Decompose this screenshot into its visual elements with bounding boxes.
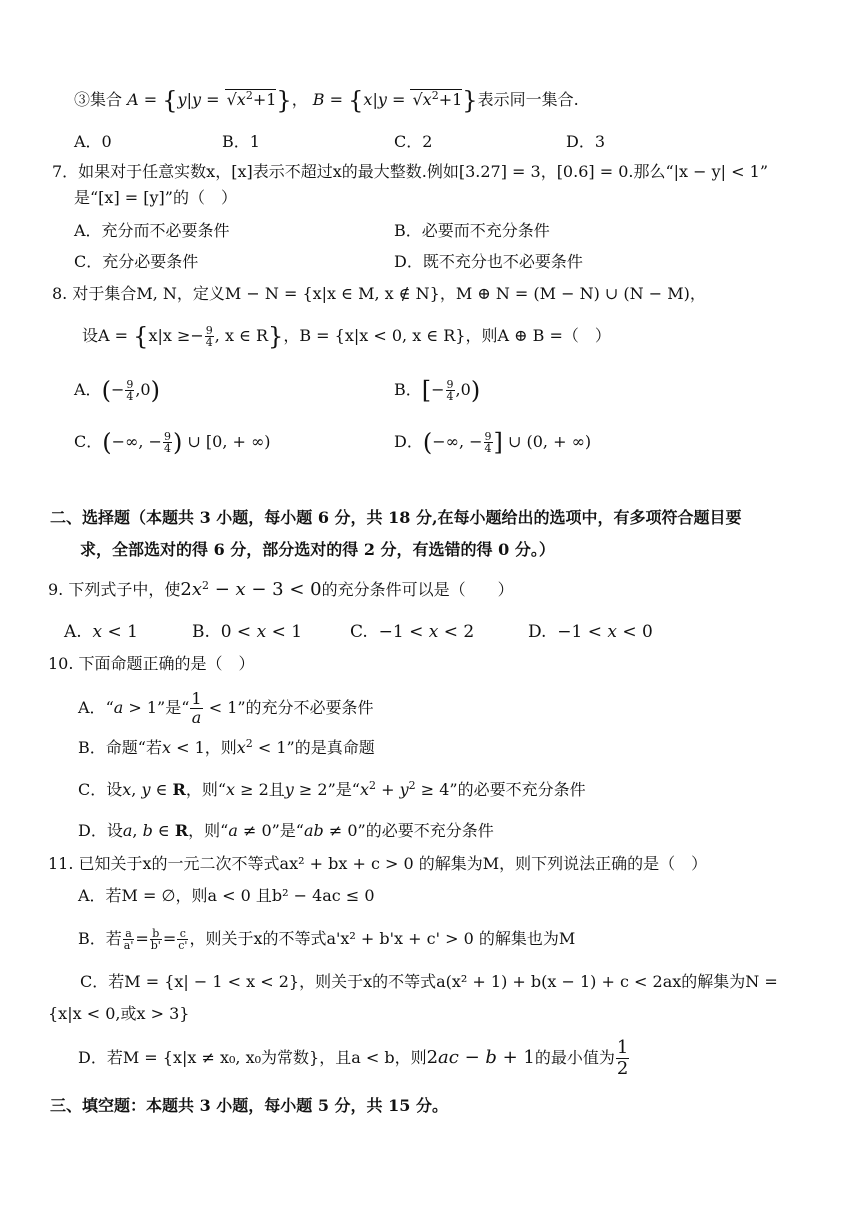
q9-choice-c-label: C. bbox=[350, 622, 368, 642]
q8-choice-c[interactable]: C．(−∞, − $\frac{9}{4}$ ) ∪ [0, + ∞) bbox=[74, 428, 271, 457]
section2-heading-line1: 二、选择题（本题共 3 小题，每小题 6 分，共 18 分,在每小题给出的选项中，有多项符合题目要 bbox=[50, 508, 742, 527]
q8-choice-a[interactable]: A．(− $\frac{9}{4}$ ,0) bbox=[74, 376, 160, 405]
q11-choice-d-text: 的最小值为 bbox=[534, 1048, 615, 1067]
section2-heading-line2: 求，全部选对的得 6 分，部分选对的得 2 分，有选错的得 0 分。） bbox=[80, 540, 555, 559]
q8-stem-line1: 8. 对于集合M, N，定义M − N = {x|x ∈ M, x ∉ N}，M ⊕ N = (M − N) ∪ (N − M)， bbox=[52, 284, 706, 303]
q9-choice-c[interactable]: C. −1 < x < 2 bbox=[350, 622, 475, 642]
q9-choice-b-label: B. bbox=[192, 622, 210, 642]
q10-choice-a[interactable]: A．“a > 1”是“ $\frac{1}{a}$ < 1”的充分不必要条件 bbox=[78, 689, 374, 727]
q11-choice-b[interactable]: B．若 $\frac{a}{a'}$ = $\frac{b}{b'}$ = $\frac{c}{c'}$ ，则关于x的不等式a'x² + b'x + c' > 0 的解集也为M bbox=[78, 927, 576, 952]
q7-stem-line1: 7．如果对于任意实数x，[x]表示不超过x的最大整数.例如[3.27] = 3，[0.6] = 0.那么“|x − y| < 1” bbox=[52, 162, 769, 181]
q10-choice-c-tail: 的必要不充分条件 bbox=[457, 780, 586, 799]
q8-choice-c-label: C． bbox=[74, 432, 103, 451]
q7-stem-line2: 是“[x] = [y]”的（ ） bbox=[74, 188, 237, 207]
q11-choice-c-line2: {x|x < 0,或x > 3} bbox=[48, 1004, 190, 1023]
q10-choice-a-text: 的充分不必要条件 bbox=[245, 698, 374, 717]
q10-choice-b[interactable]: B．命题“若x < 1，则$x^2 < 1$”的是真命题 bbox=[78, 737, 375, 757]
q11-choice-d-label: D．若M = {x|x ≠ x₀, x₀为常数}，且a < b，则 bbox=[78, 1048, 427, 1067]
q9-stem-suffix: 的充分条件可以是（ ） bbox=[321, 580, 514, 599]
q9-stem-prefix: 9. 下列式子中，使 bbox=[48, 580, 181, 599]
q6-item3: ③集合 $A = \{y|y = √x^2+1\}$， $B = \{x|y = √x^2+1\}$表示同一集合. bbox=[74, 86, 579, 115]
q8-choice-d-label: D． bbox=[394, 432, 423, 451]
q8-stem-line2: 设A = {x|x ≥− $\frac{9}{4}$ , x ∈ R}，B = {x|x < 0, x ∈ R}，则A ⊕ B =（ ） bbox=[82, 322, 611, 351]
q11-stem: 11. 已知关于x的一元二次不等式ax² + bx + c > 0 的解集为M，则下列说法正确的是（ ） bbox=[48, 854, 708, 873]
q8-set-a-label: 设A = bbox=[82, 326, 129, 345]
q6-choice-d[interactable]: D．3 bbox=[566, 132, 606, 151]
q9-stem: 9. 下列式子中，使$2x^2 - x - 3 < 0$的充分条件可以是（ ） bbox=[48, 579, 514, 600]
q9-choice-a-label: A. bbox=[64, 622, 82, 642]
q11-choice-a[interactable]: A．若M = ∅，则a < 0 且b² − 4ac ≤ 0 bbox=[78, 886, 375, 905]
q10-choice-c[interactable]: C．设x, y ∈ R，则“x ≥ 2且y ≥ 2”是“$x^2 + y^2 \ge 4$”的必要不充分条件 bbox=[78, 779, 586, 799]
q8-choice-a-label: A． bbox=[74, 380, 102, 399]
q10-choice-d-tail: 的必要不充分条件 bbox=[365, 821, 494, 840]
q9-choice-a[interactable]: A. x < 1 bbox=[64, 622, 138, 642]
q8-choice-d[interactable]: D．(−∞, − $\frac{9}{4}$ ] ∪ (0, + ∞) bbox=[394, 428, 592, 457]
q8-choice-b[interactable]: B．[− $\frac{9}{4}$ ,0) bbox=[394, 376, 481, 405]
q10-choice-d[interactable]: D．设a, b ∈ R，则“a ≠ 0”是“ab ≠ 0”的必要不充分条件 bbox=[78, 821, 494, 840]
q10-stem: 10. 下面命题正确的是（ ） bbox=[48, 654, 255, 673]
q6-choice-a[interactable]: A．0 bbox=[74, 132, 112, 151]
q6-item3-tail: 表示同一集合. bbox=[477, 90, 579, 109]
q10-choice-a-label: A． bbox=[78, 698, 106, 717]
q8-choice-b-label: B． bbox=[394, 380, 422, 399]
q7-choice-c[interactable]: C．充分必要条件 bbox=[74, 252, 199, 271]
q10-choice-c-text: C．设 bbox=[78, 780, 123, 799]
q7-choice-d[interactable]: D．既不充分也不必要条件 bbox=[394, 252, 583, 271]
q9-choice-b[interactable]: B. 0 < x < 1 bbox=[192, 622, 303, 642]
q6-choice-b[interactable]: B．1 bbox=[222, 132, 260, 151]
q7-choice-b[interactable]: B．必要而不充分条件 bbox=[394, 221, 550, 240]
section3-heading: 三、填空题：本题共 3 小题，每小题 5 分，共 15 分。 bbox=[50, 1096, 448, 1115]
q6-choice-c[interactable]: C．2 bbox=[394, 132, 433, 151]
q10-choice-b-text: B．命题“若 bbox=[78, 738, 162, 757]
q11-choice-c-line1[interactable]: C．若M = {x| − 1 < x < 2}，则关于x的不等式a(x² + 1) + b(x − 1) + c < 2ax的解集为N = bbox=[80, 972, 778, 991]
q11-choice-b-text: ，则关于x的不等式a'x² + b'x + c' > 0 的解集也为M bbox=[189, 929, 576, 948]
q11-choice-b-label: B．若 bbox=[78, 929, 122, 948]
q7-choice-a[interactable]: A．充分而不必要条件 bbox=[74, 221, 230, 240]
q10-choice-d-text: D．设 bbox=[78, 821, 123, 840]
q9-choice-d-label: D. bbox=[528, 622, 547, 642]
q6-item3-lead: ③集合 bbox=[74, 90, 123, 109]
q9-choice-d[interactable]: D. −1 < x < 0 bbox=[528, 622, 653, 642]
q11-choice-d[interactable]: D．若M = {x|x ≠ x₀, x₀为常数}，且a < b，则2ac − b + 1的最小值为 $\frac{1}{2}$ bbox=[78, 1037, 629, 1079]
q8-set-b-text: ，B = {x|x < 0, x ∈ R}，则A ⊕ B =（ ） bbox=[283, 326, 611, 345]
q10-choice-b-tail: ”的是真命题 bbox=[286, 738, 375, 757]
